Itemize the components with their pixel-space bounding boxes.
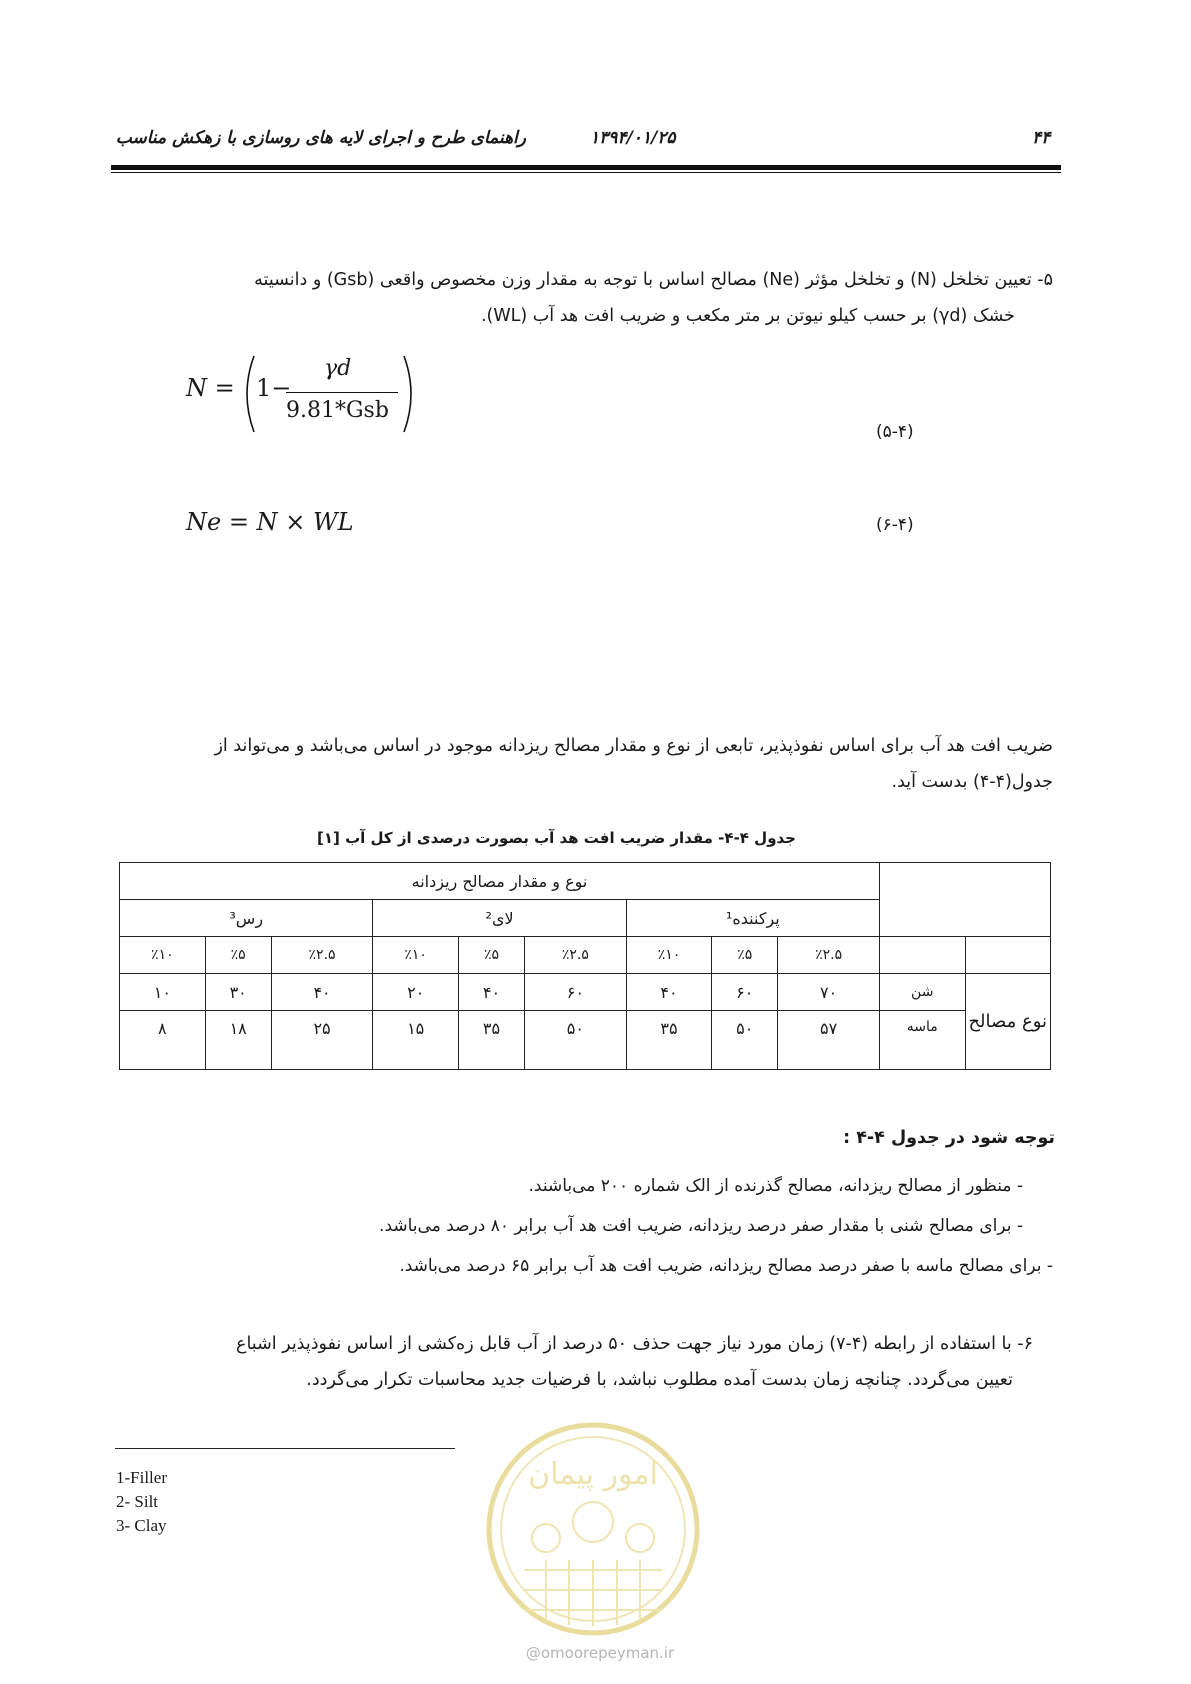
watermark-site-text: omoorepeyman.ir: [540, 1644, 675, 1662]
percent-cell: ٪۲.۵: [271, 937, 373, 974]
eq1-fraction-bar: [286, 392, 398, 393]
value-cell: ۱۸: [205, 1011, 271, 1070]
seal-text: امور پیمان: [528, 1457, 658, 1492]
table-empty-cell: [965, 937, 1051, 974]
table-caption: جدول ۴-۴- مقدار ضریب افت هد آب بصورت درصدی از کل آب [۱]: [317, 829, 796, 847]
watermark-seal: [484, 1420, 702, 1638]
watermark-site: [495, 1644, 705, 1662]
at-icon: @: [525, 1644, 541, 1662]
value-cell: ۲۰: [373, 974, 459, 1011]
value-cell: ۵۰: [524, 1011, 626, 1070]
eq1-number: (۵-۴): [876, 422, 914, 442]
value-cell: ۶۰: [524, 974, 626, 1011]
fines-table: [119, 862, 1051, 1070]
footnote-3: 3- Clay: [116, 1516, 167, 1535]
value-cell: ۳۰: [205, 974, 271, 1011]
group-filler: پرکننده¹: [626, 900, 879, 937]
item5-line1: ۵- تعیین تخلخل (N) و تخلخل مؤثر (Ne) مصالح اساس با توجه به مقدار وزن مخصوص واقعی (Gsb) و دانسیته: [254, 270, 1053, 290]
value-cell: ۵۷: [778, 1011, 880, 1070]
item5-line2: خشک (γd) بر حسب کیلو نیوتن بر متر مکعب و ضریب افت هد آب (WL).: [480, 306, 1015, 326]
para1-line2: جدول(۴-۴) بدست آید.: [891, 772, 1053, 792]
row-name-gravel: شن: [880, 974, 966, 1011]
eq2-number: (۶-۴): [876, 515, 914, 535]
row-name-sand: ماسه: [880, 1011, 966, 1070]
para1-text: [113, 728, 1053, 800]
notes-title: توجه شود در جدول ۴-۴ :: [843, 1128, 1055, 1148]
value-cell: ۱۵: [373, 1011, 459, 1070]
value-cell: ۷۰: [778, 974, 880, 1011]
header-title: راهنمای طرح و اجرای لایه های روسازی با زهکش مناسب: [115, 128, 526, 148]
eq1-denominator: 9.81*Gsb: [286, 398, 389, 423]
item6-text: [113, 1326, 1053, 1398]
eq1-right-paren: [400, 352, 422, 436]
percent-cell: ٪۱۰: [120, 937, 206, 974]
item6-line2: تعیین می‌گردد. چنانچه زمان بدست آمده مطلوب نباشد، با فرضیات جدید محاسبات تکرار می‌گردد.: [306, 1370, 1013, 1390]
group-silt: لای²: [373, 900, 626, 937]
percent-cell: ٪۲.۵: [778, 937, 880, 974]
value-cell: ۱۰: [120, 974, 206, 1011]
footnote-2: 2- Silt: [116, 1492, 159, 1511]
note-item: - برای مصالح ماسه با صفر درصد مصالح ریزدانه، ضریب افت هد آب برابر ۶۵ درصد می‌باشد.: [399, 1256, 1053, 1276]
percent-cell: ٪۵: [205, 937, 271, 974]
value-cell: ۴۰: [458, 974, 524, 1011]
footnote-rule: [115, 1448, 455, 1449]
notes-list: [153, 1166, 1053, 1286]
row-label: نوع مصالح: [965, 974, 1051, 1070]
percent-cell: ٪۱۰: [373, 937, 459, 974]
value-cell: ۳۵: [458, 1011, 524, 1070]
table-empty-cell: [880, 937, 966, 974]
eq1-numerator: γd: [324, 356, 352, 381]
header-rule: [111, 165, 1061, 173]
table-header-main: نوع و مقدار مصالح ریزدانه: [120, 863, 880, 900]
percent-cell: ٪۱۰: [626, 937, 712, 974]
table-corner: [880, 863, 1051, 937]
footnotes: [116, 1466, 167, 1538]
value-cell: ۲۵: [271, 1011, 373, 1070]
item6-line1: ۶- با استفاده از رابطه (۴-۷) زمان مورد نیاز جهت حذف ۵۰ درصد از آب قابل زه‌کشی از اساس نفوذپذیر اشباع: [236, 1334, 1033, 1354]
value-cell: ۸: [120, 1011, 206, 1070]
percent-cell: ٪۵: [712, 937, 778, 974]
value-cell: ۳۵: [626, 1011, 712, 1070]
eq1-left-paren: [236, 352, 258, 436]
note-item: - برای مصالح شنی با مقدار صفر درصد ریزدانه، ضریب افت هد آب برابر ۸۰ درصد می‌باشد.: [379, 1216, 1023, 1236]
equation-6-4: Ne = N × WL: [186, 508, 354, 536]
eq1-one-minus: 1−: [256, 374, 292, 402]
value-cell: ۵۰: [712, 1011, 778, 1070]
note-item: - منظور از مصالح ریزدانه، مصالح گذرنده از الک شماره ۲۰۰ می‌باشند.: [528, 1176, 1023, 1196]
header-date: ۱۳۹۴/۰۱/۲۵: [590, 128, 676, 148]
percent-cell: ٪۲.۵: [524, 937, 626, 974]
percent-cell: ٪۵: [458, 937, 524, 974]
value-cell: ۴۰: [271, 974, 373, 1011]
value-cell: ۴۰: [626, 974, 712, 1011]
group-clay: رس³: [120, 900, 373, 937]
footnote-1: 1-Filler: [116, 1468, 167, 1487]
para1-line1: ضریب افت هد آب برای اساس نفوذپذیر، تابعی از نوع و مقدار مصالح ریزدانه موجود در اساس می‌باشد و می‌تواند از: [214, 736, 1053, 756]
eq1-lhs: N =: [186, 374, 235, 402]
item5-text: [113, 262, 1053, 334]
page-number: ۴۴: [1032, 128, 1051, 148]
equation-5-4: [186, 352, 426, 442]
value-cell: ۶۰: [712, 974, 778, 1011]
